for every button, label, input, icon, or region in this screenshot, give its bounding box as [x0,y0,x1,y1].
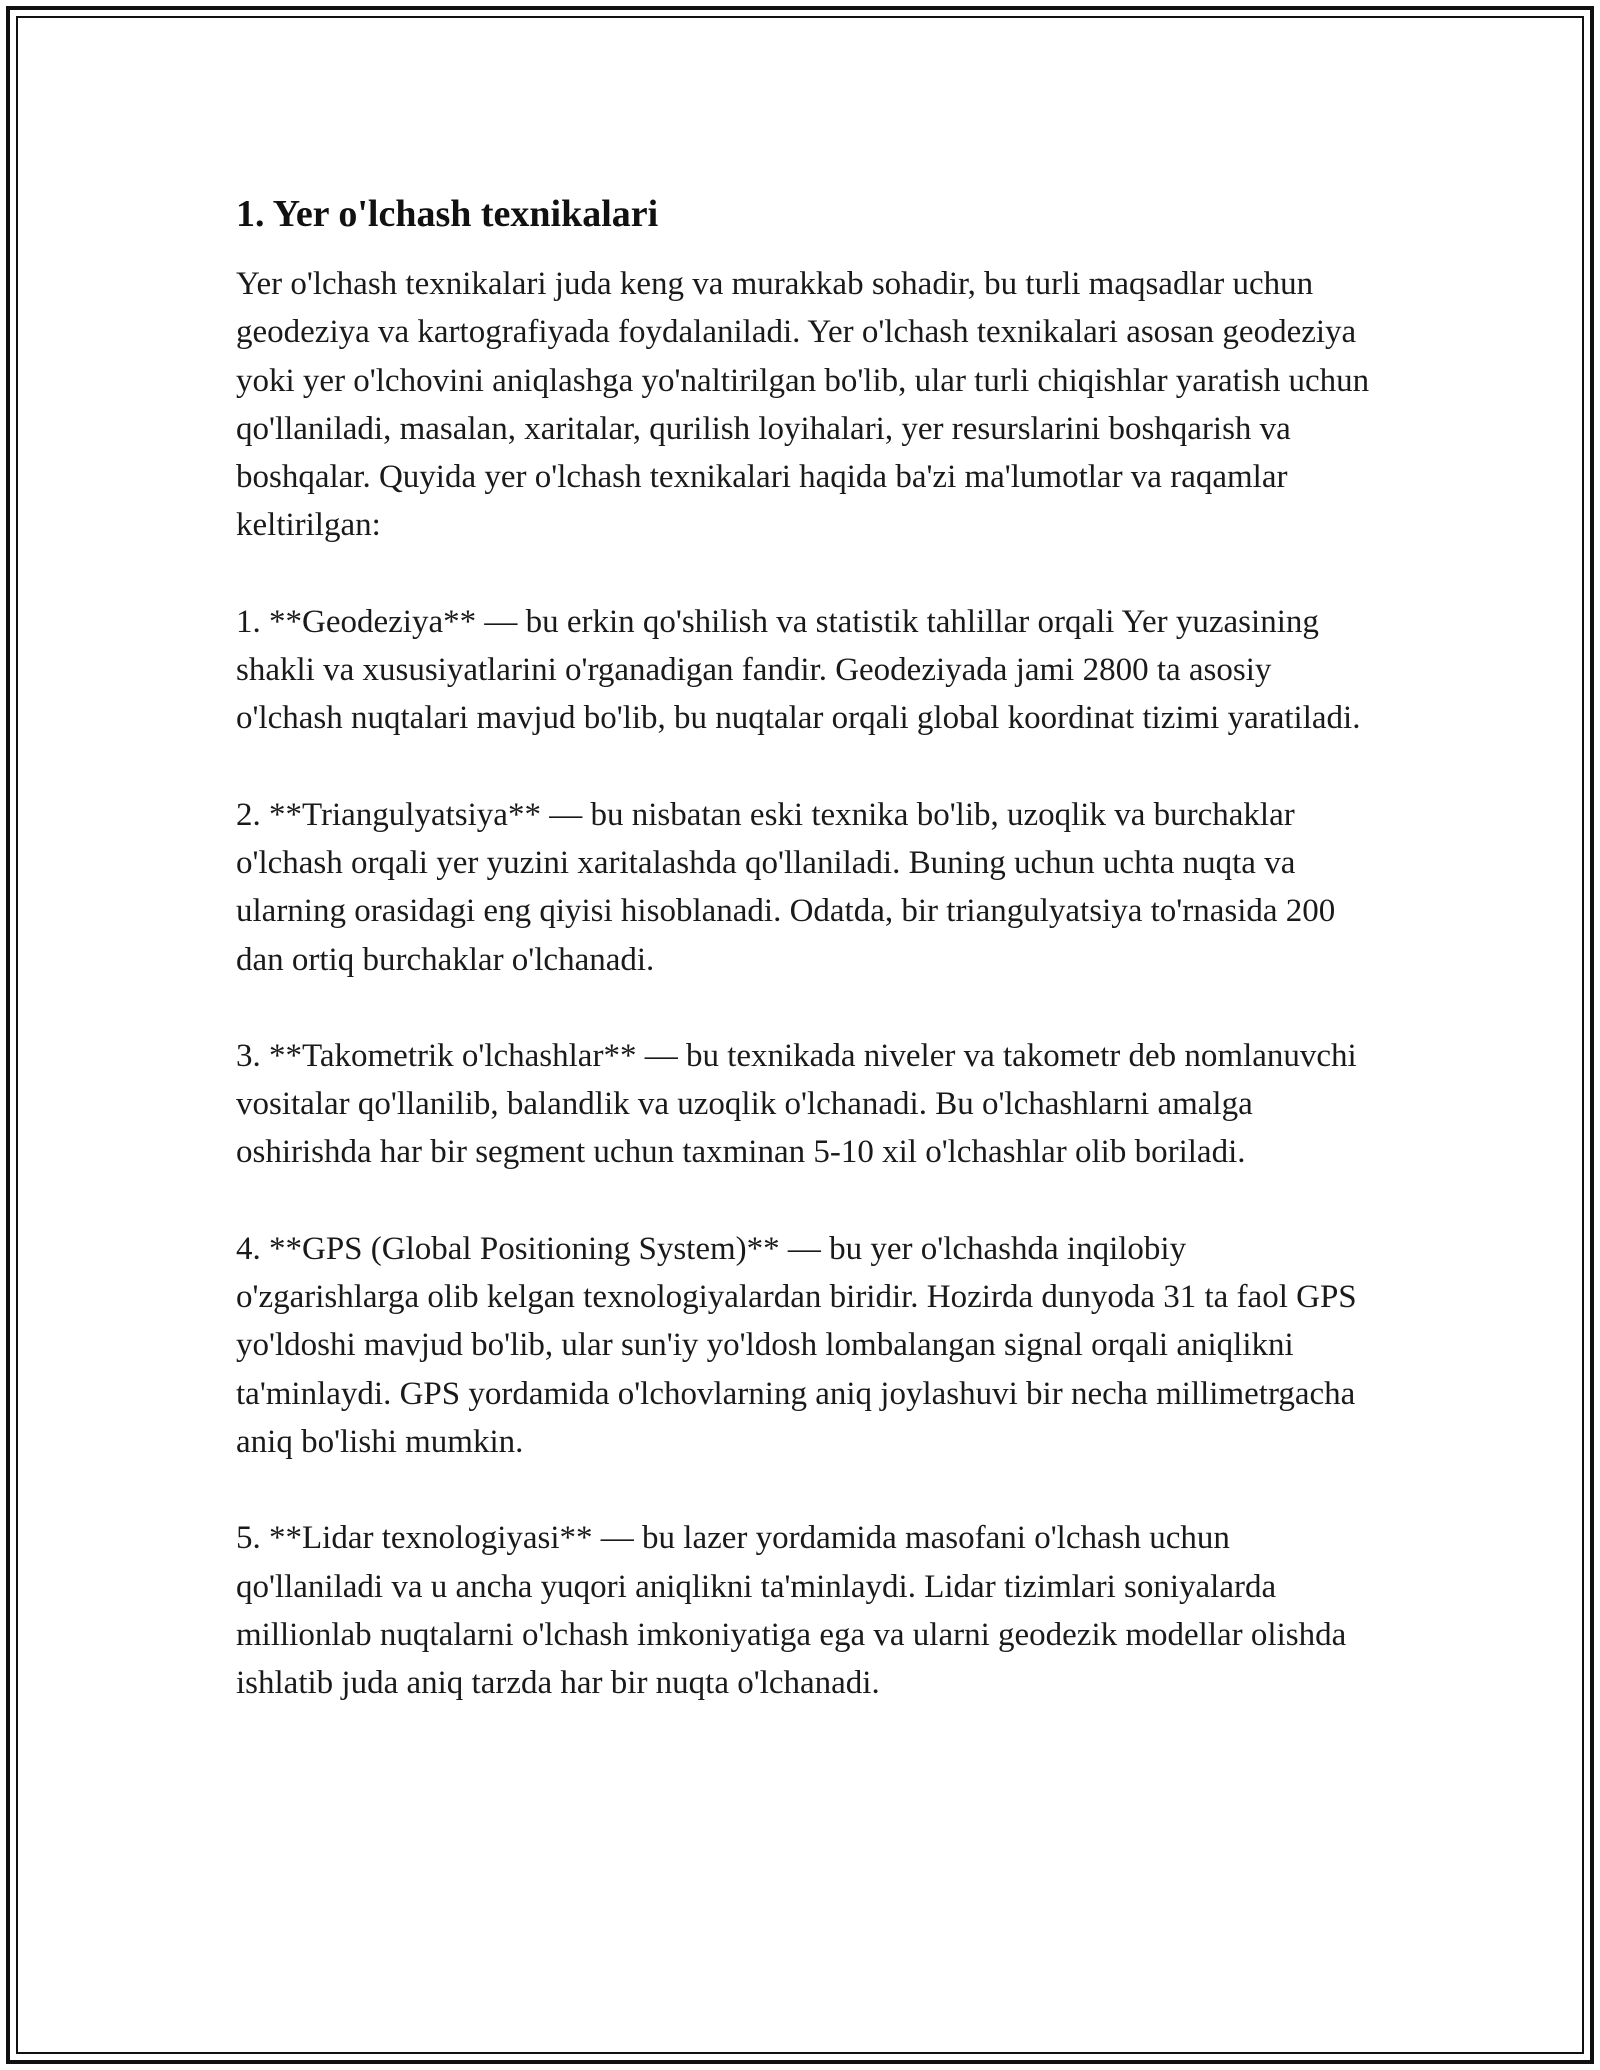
list-item-takometrik: 3. **Takometrik o'lchashlar** — bu texnikada niveler va takometr deb nomlanuvchi vositalar qo'llanilib, balandlik va uzoqlik o'lchanadi. Bu o'lchashlarni amalga oshirishda har bir segment uchun taxminan 5-10 xil o'lchashlar olib boriladi. [236,1037,1357,1171]
list-item-triangulyatsiya: 2. **Triangulyatsiya** — bu nisbatan eski texnika bo'lib, uzoqlik va burchaklar o'lchash orqali yer yuzini xaritalashda qo'llaniladi. Buning uchun uchta nuqta va ularning orasidagi eng qiyisi hisoblanadi. Odatda, bir triangulyatsiya to'rnasida 200 dan ortiq burchaklar o'lchanadi. [236,796,1336,978]
intro-paragraph: Yer o'lchash texnikalari juda keng va murakkab sohadir, bu turli maqsadlar uchun geodeziya va kartografiyada foydalaniladi. Yer o'lchash texnikalari asosan geodeziya yoki yer o'lchovini aniqlashga yo'naltirilgan bo'lib, ular turli chiqishlar yaratish uchun qo'llaniladi, masalan, xaritalar, qurilish loyihalari, yer resurslarini boshqarish va boshqalar. Quyida yer o'lchash texnikalari haqida ba'zi ma'lumotlar va raqamlar keltirilgan: [236,266,1370,544]
list-item-geodeziya: 1. **Geodeziya** — bu erkin qo'shilish va statistik tahlillar orqali Yer yuzasining shakli va xususiyatlarini o'rganadigan fandir. Geodeziyada jami 2800 ta asosiy o'lchash nuqtalari mavjud bo'lib, bu nuqtalar orqali global koordinat tizimi yaratiladi. [236,603,1361,737]
document-body [236,188,1376,1755]
list-item-gps: 4. **GPS (Global Positioning System)** — bu yer o'lchashda inqilobiy o'zgarishlarga olib kelgan texnologiyalardan biridir. Hozirda dunyoda 31 ta faol GPS yo'ldoshi mavjud bo'lib, ular sun'iy yo'ldosh lombalangan signal orqali aniqlikni ta'minlaydi. GPS yordamida o'lchovlarning aniq joylashuvi bir necha millimetrgacha aniq bo'lishi mumkin. [236,1230,1357,1460]
section-heading: 1. Yer o'lchash texnikalari [236,193,659,235]
list-item-lidar: 5. **Lidar texnologiyasi** — bu lazer yordamida masofani o'lchash uchun qo'llaniladi va u ancha yuqori aniqlikni ta'minlaydi. Lidar tizimlari soniyalarda millionlab nuqtalarni o'lchash imkoniyatiga ega va ularni geodezik modellar olishda ishlatib juda aniq tarzda har bir nuqta o'lchanadi. [236,1520,1347,1702]
